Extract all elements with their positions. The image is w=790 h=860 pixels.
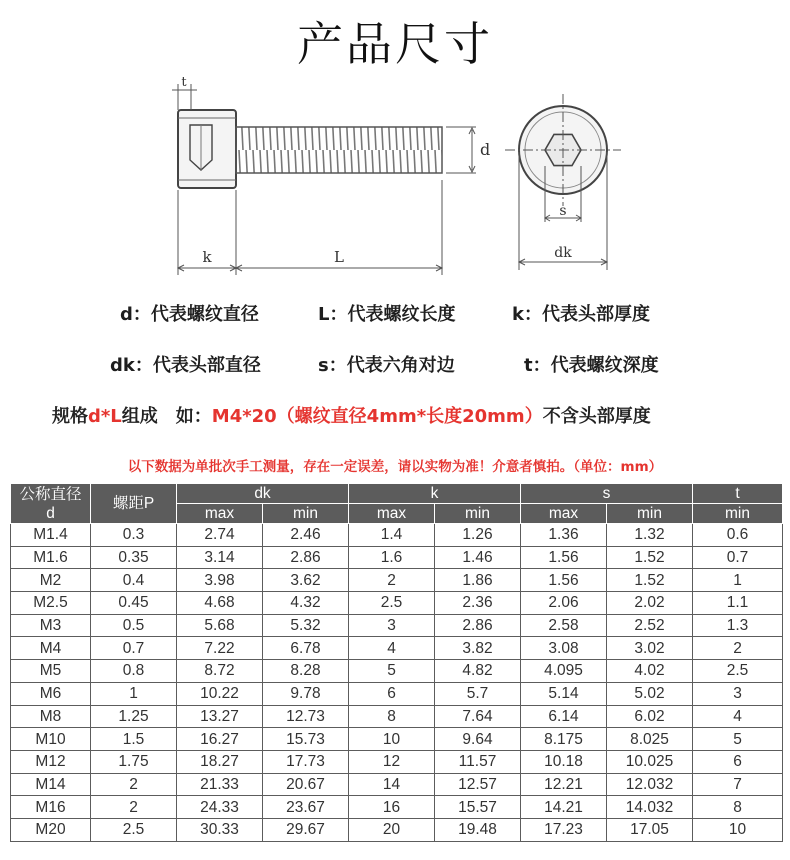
table-cell: 2.46 (263, 524, 349, 547)
table-cell: M5 (11, 660, 91, 683)
table-cell: M1.4 (11, 524, 91, 547)
table-cell: 1.52 (607, 569, 693, 592)
table-cell: 0.7 (91, 637, 177, 660)
table-cell: 10 (349, 728, 435, 751)
subheader-dk-max: max (177, 504, 263, 524)
table-cell: 1.75 (91, 750, 177, 773)
table-cell: 0.35 (91, 546, 177, 569)
table-cell: 14.032 (607, 796, 693, 819)
table-cell: 6.78 (263, 637, 349, 660)
table-cell: 3.02 (607, 637, 693, 660)
subheader-t-min: min (693, 504, 783, 524)
table-cell: 8.175 (521, 728, 607, 751)
table-cell: 9.78 (263, 682, 349, 705)
table-cell: 7.64 (435, 705, 521, 728)
table-cell: 1.5 (91, 728, 177, 751)
table-row (11, 637, 783, 660)
label-s: s (559, 203, 567, 219)
table-cell: 5 (349, 660, 435, 683)
header-pitch: 螺距P (91, 484, 177, 524)
legend-L: L：代表螺纹长度 (318, 304, 456, 325)
header-dk: dk (177, 484, 349, 504)
table-cell: 12.73 (263, 705, 349, 728)
table-cell: 2.5 (349, 592, 435, 615)
table-cell: 2.02 (607, 592, 693, 615)
table-cell: 12 (349, 750, 435, 773)
table-cell: 12.21 (521, 773, 607, 796)
table-cell: 4.82 (435, 660, 521, 683)
table-cell: 2 (349, 569, 435, 592)
table-cell: 5.02 (607, 682, 693, 705)
table-row (11, 546, 783, 569)
table-row (11, 524, 783, 547)
table-row (11, 682, 783, 705)
table-cell: M1.6 (11, 546, 91, 569)
legend-d: d：代表螺纹直径 (120, 304, 259, 325)
label-d: d (480, 140, 491, 159)
table-cell: M16 (11, 796, 91, 819)
label-t: t (181, 75, 187, 90)
spec-suffix: 组成 如： (121, 406, 212, 427)
table-row (11, 660, 783, 683)
table-cell: 3 (349, 614, 435, 637)
table-row (11, 773, 783, 796)
table-cell: 1.26 (435, 524, 521, 547)
header-diameter-label: 公称直径 (19, 485, 82, 503)
table-cell: M6 (11, 682, 91, 705)
table-cell: 1.52 (607, 546, 693, 569)
table-cell: 30.33 (177, 818, 263, 841)
table-cell: 14 (349, 773, 435, 796)
table-row (11, 750, 783, 773)
measurement-notice: 以下数据为单批次手工测量，存在一定误差，请以实物为准！介意者慎拍。（单位：mm） (127, 459, 663, 475)
table-cell: 16.27 (177, 728, 263, 751)
table-cell: M2 (11, 569, 91, 592)
table-cell: 1.4 (349, 524, 435, 547)
table-cell: 2.58 (521, 614, 607, 637)
table-cell: 5.32 (263, 614, 349, 637)
table-cell: 20.67 (263, 773, 349, 796)
table-cell: 5.68 (177, 614, 263, 637)
table-cell: 12.57 (435, 773, 521, 796)
table-row (11, 705, 783, 728)
table-cell: 17.05 (607, 818, 693, 841)
table-cell: 0.5 (91, 614, 177, 637)
legend-k: k：代表头部厚度 (512, 304, 650, 325)
table-cell: 1 (91, 682, 177, 705)
table-cell: 1.3 (693, 614, 783, 637)
header-diameter (11, 484, 91, 524)
table-row (11, 592, 783, 615)
table-cell: M12 (11, 750, 91, 773)
table-cell: 4.68 (177, 592, 263, 615)
table-cell: 23.67 (263, 796, 349, 819)
header-s: s (521, 484, 693, 504)
table-cell: 8.72 (177, 660, 263, 683)
screw-head-top-view (505, 94, 621, 270)
table-cell: 2.06 (521, 592, 607, 615)
table-cell: 1.32 (607, 524, 693, 547)
table-cell: 0.7 (693, 546, 783, 569)
table-cell: 4.02 (607, 660, 693, 683)
table-row (11, 796, 783, 819)
table-cell: 4 (349, 637, 435, 660)
table-row (11, 728, 783, 751)
table-cell: 5 (693, 728, 783, 751)
table-cell: 16 (349, 796, 435, 819)
table-cell: 6 (693, 750, 783, 773)
table-cell: 15.73 (263, 728, 349, 751)
table-row (11, 569, 783, 592)
table-cell: 0.45 (91, 592, 177, 615)
table-cell: 10.18 (521, 750, 607, 773)
table-cell: 8.025 (607, 728, 693, 751)
table-cell: 0.3 (91, 524, 177, 547)
table-cell: 4.095 (521, 660, 607, 683)
table-cell: 11.57 (435, 750, 521, 773)
table-cell: M4 (11, 637, 91, 660)
table-cell: 7.22 (177, 637, 263, 660)
screw-dimension-diagram (0, 70, 790, 280)
table-cell: M3 (11, 614, 91, 637)
table-cell: 6 (349, 682, 435, 705)
table-cell: 0.4 (91, 569, 177, 592)
table-cell: 8 (349, 705, 435, 728)
subheader-k-max: max (349, 504, 435, 524)
label-k: k (202, 248, 212, 266)
table-cell: 17.73 (263, 750, 349, 773)
subheader-s-max: max (521, 504, 607, 524)
table-cell: M8 (11, 705, 91, 728)
table-cell: 2.5 (91, 818, 177, 841)
table-cell: 12.032 (607, 773, 693, 796)
table-body (11, 524, 783, 842)
spec-text (52, 402, 651, 428)
spec-formula: d*L (88, 406, 122, 427)
table-cell: 24.33 (177, 796, 263, 819)
table-cell: 19.48 (435, 818, 521, 841)
table-cell: M10 (11, 728, 91, 751)
table-cell: 4.32 (263, 592, 349, 615)
table-cell: 8.28 (263, 660, 349, 683)
table-cell: 10.22 (177, 682, 263, 705)
table-cell: 1.1 (693, 592, 783, 615)
table-cell: 1.25 (91, 705, 177, 728)
table-cell: 6.02 (607, 705, 693, 728)
table-cell: 7 (693, 773, 783, 796)
table-cell: 9.64 (435, 728, 521, 751)
page-title: 产品尺寸 (297, 17, 493, 71)
spec-example: M4*20（螺纹直径4mm*长度20mm） (211, 406, 543, 427)
header-k: k (349, 484, 521, 504)
table-cell: 1.56 (521, 546, 607, 569)
table-cell: 1.36 (521, 524, 607, 547)
table-cell: 29.67 (263, 818, 349, 841)
table-cell: M20 (11, 818, 91, 841)
header-diameter-sub: d (46, 504, 55, 522)
legend-t: t：代表螺纹深度 (524, 355, 659, 376)
table-cell: 1.86 (435, 569, 521, 592)
table-row (11, 818, 783, 841)
table-cell: 3.98 (177, 569, 263, 592)
subheader-s-min: min (607, 504, 693, 524)
spec-note: 不含头部厚度 (542, 406, 651, 427)
table-cell: 8 (693, 796, 783, 819)
table-cell: 18.27 (177, 750, 263, 773)
table-cell: 10 (693, 818, 783, 841)
table-cell: 1.6 (349, 546, 435, 569)
size-table (10, 483, 783, 842)
table-cell: 3 (693, 682, 783, 705)
label-L: L (334, 248, 344, 266)
header-t: t (693, 484, 783, 504)
table-cell: M14 (11, 773, 91, 796)
table-cell: 5.7 (435, 682, 521, 705)
subheader-k-min: min (435, 504, 521, 524)
table-cell: 1.56 (521, 569, 607, 592)
table-cell: M2.5 (11, 592, 91, 615)
table-cell: 3.08 (521, 637, 607, 660)
label-dk: dk (554, 245, 572, 261)
legend-dk: dk：代表头部直径 (110, 355, 261, 376)
table-cell: 2 (693, 637, 783, 660)
table-cell: 2.36 (435, 592, 521, 615)
table-cell: 2.52 (607, 614, 693, 637)
table-cell: 3.82 (435, 637, 521, 660)
screw-side-view (172, 75, 490, 275)
table-cell: 0.8 (91, 660, 177, 683)
table-row (11, 614, 783, 637)
table-cell: 2.74 (177, 524, 263, 547)
table-cell: 13.27 (177, 705, 263, 728)
table-cell: 20 (349, 818, 435, 841)
table-cell: 2.86 (435, 614, 521, 637)
table-cell: 2.5 (693, 660, 783, 683)
table-cell: 4 (693, 705, 783, 728)
table-cell: 3.62 (263, 569, 349, 592)
table-cell: 17.23 (521, 818, 607, 841)
table-cell: 14.21 (521, 796, 607, 819)
table-cell: 1.46 (435, 546, 521, 569)
table-cell: 10.025 (607, 750, 693, 773)
table-cell: 2.86 (263, 546, 349, 569)
table-cell: 6.14 (521, 705, 607, 728)
table-cell: 1 (693, 569, 783, 592)
table-cell: 0.6 (693, 524, 783, 547)
table-cell: 3.14 (177, 546, 263, 569)
table-cell: 21.33 (177, 773, 263, 796)
table-cell: 2 (91, 796, 177, 819)
subheader-dk-min: min (263, 504, 349, 524)
table-cell: 15.57 (435, 796, 521, 819)
spec-prefix: 规格 (52, 406, 88, 427)
table-cell: 5.14 (521, 682, 607, 705)
table-cell: 2 (91, 773, 177, 796)
legend-s: s：代表六角对边 (318, 355, 455, 376)
